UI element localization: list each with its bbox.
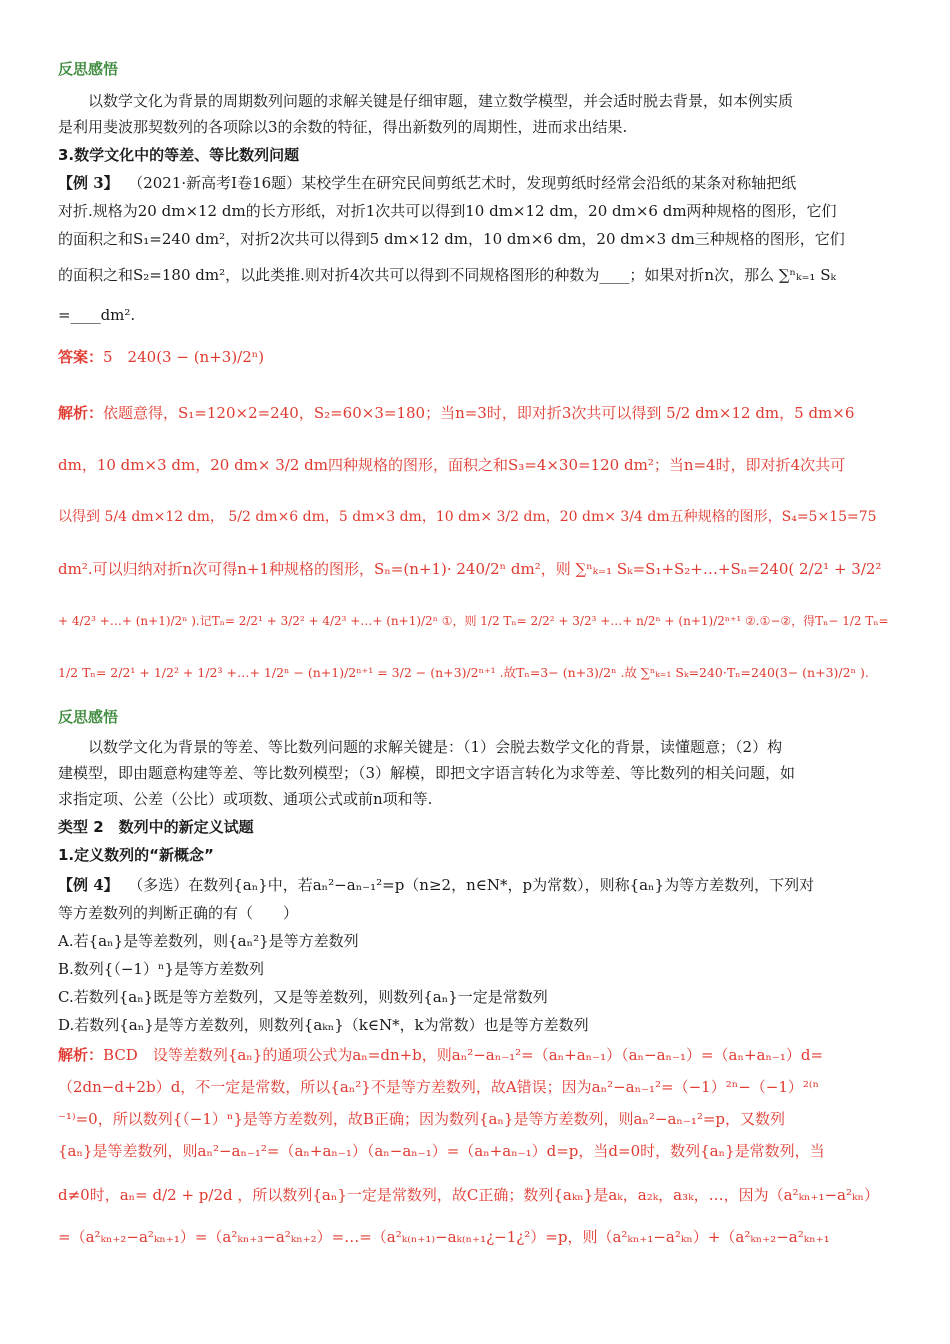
option-d: D.若数列{aₙ}是等方差数列，则数列{aₖₙ}（k∈N*，k为常数）也是等方差数列 [58,1016,589,1034]
reflection-title-2: 反思感悟 [58,708,119,726]
reflection-title-1: 反思感悟 [58,60,119,78]
answer-text: 5 240(3 − (n+3)/2ⁿ) [103,348,265,366]
example-3-line-3: 的面积之和S₁=240 dm²，对折2次共可以得到5 dm×12 dm，10 dm×6 dm，20 dm×3 dm三种规格的图形，它们 [58,230,845,248]
option-a: A.若{aₙ}是等差数列，则{aₙ²}是等方差数列 [58,932,359,950]
example-3-line-4: 的面积之和S₂=180 dm²，以此类推.则对折4次共可以得到不同规格图形的种数为____；如果对折n次，那么 ∑ⁿₖ₌₁ Sₖ [58,266,836,284]
example-3-source: （2021·新高考Ⅰ卷16题） [128,174,302,192]
solution-4-line-3: ⁻¹⁾=0，所以数列{（−1）ⁿ}是等方差数列，故B正确；因为数列{aₙ}是等方差数列，则aₙ²−aₙ₋₁²=p，又数列 [58,1110,786,1128]
example-3-line-1 [58,170,796,196]
option-b: B.数列{（−1）ⁿ}是等方差数列 [58,960,264,978]
solution-3-label: 解析： [58,404,104,422]
solution-3-line-6: 1/2 Tₙ= 2/2¹ + 1/2² + 1/2³ +…+ 1/2ⁿ − (n+1)/2ⁿ⁺¹ = 3/2 − (n+3)/2ⁿ⁺¹ .故Tₙ=3− (n+3)/2ⁿ .故 ∑ⁿₖ₌₁ Sₖ=240·Tₙ=240(3− (n+3)/2ⁿ ). [58,665,869,680]
solution-4-line-4: {aₙ}是等差数列，则aₙ²−aₙ₋₁²=（aₙ+aₙ₋₁）（aₙ−aₙ₋₁）=（aₙ+aₙ₋₁）d=p，当d=0时，数列{aₙ}是常数列，当 [58,1142,825,1160]
solution-4-line-2: （2dn−d+2b）d，不一定是常数，所以{aₙ²}不是等方差数列，故A错误；因为aₙ²−aₙ₋₁²=（−1）²ⁿ−（−1）²⁽ⁿ [58,1078,820,1096]
example-3-line-2: 对折.规格为20 dm×12 dm的长方形纸，对折1次共可以得到10 dm×12 dm，20 dm×6 dm两种规格的图形，它们 [58,202,837,220]
solution-3-line-1 [58,400,854,426]
reflection-2-line-2: 建模型，即由题意构建等差、等比数列模型；（3）解模，即把文字语言转化为求等差、等比数列的相关问题，如 [58,764,796,782]
answer-3 [58,344,264,370]
solution-3-line-4: dm².可以归纳对折n次可得n+1种规格的图形，Sₙ=(n+1)· 240/2ⁿ dm²，则 ∑ⁿₖ₌₁ Sₖ=S₁+S₂+…+Sₙ=240( 2/2¹ + 3/2² [58,560,882,578]
type-2-heading: 类型 2 数列中的新定义试题 [58,818,254,836]
solution-3-line-3: 以得到 5/4 dm×12 dm， 5/2 dm×6 dm，5 dm×3 dm，10 dm× 3/2 dm，20 dm× 3/4 dm五种规格的图形，S₄=5×15=75 [58,509,877,525]
solution-4-line-5: d≠0时，aₙ= d/2 + p/2d ，所以数列{aₙ}一定是常数列，故C正确；数列{aₖₙ}是aₖ，a₂ₖ，a₃ₖ，…，因为（a²ₖₙ₊₁−a²ₖₙ） [58,1186,879,1204]
example-4-line-2: 等方差数列的判断正确的有（ ） [58,904,299,922]
example-4-tag: 【例 4】 [58,876,119,894]
reflection-2-line-3: 求指定项、公差（公比）或项数、通项公式或前n项和等. [58,790,433,808]
solution-4-text-1: BCD 设等差数列{aₙ}的通项公式为aₙ=dn+b，则aₙ²−aₙ₋₁²=（aₙ+aₙ₋₁）（aₙ−aₙ₋₁）=（aₙ+aₙ₋₁）d= [103,1046,824,1064]
section-1-heading: 1.定义数列的“新概念” [58,846,214,864]
example-3-tag: 【例 3】 [58,174,119,192]
answer-label: 答案： [58,348,104,366]
reflection-1-line-2: 是利用斐波那契数列的各项除以3的余数的特征，得出新数列的周期性，进而求出结果. [58,118,628,136]
option-c: C.若数列{aₙ}既是等方差数列，又是等差数列，则数列{aₙ}一定是常数列 [58,988,548,1006]
reflection-1-line-1: 以数学文化为背景的周期数列问题的求解关键是仔细审题，建立数学模型，并会适时脱去背景，如本例实质 [88,92,794,110]
example-4-line-1 [58,872,814,898]
solution-4-line-1 [58,1042,823,1068]
example-3-text-1: 某校学生在研究民间剪纸艺术时，发现剪纸时经常会沿纸的某条对称轴把纸 [301,174,797,192]
example-4-text-1: （多选）在数列{aₙ}中，若aₙ²−aₙ₋₁²=p（n≥2，n∈N*，p为常数），则称{aₙ}为等方差数列，下列对 [128,876,815,894]
solution-4-label: 解析： [58,1046,104,1064]
solution-3-line-2: dm，10 dm×3 dm，20 dm× 3/2 dm四种规格的图形，面积之和S₃=4×30=120 dm²；当n=4时，即对折4次共可 [58,456,846,474]
reflection-2-line-1: 以数学文化为背景的等差、等比数列问题的求解关键是：（1）会脱去数学文化的背景，读懂题意；（2）构 [88,738,783,756]
solution-3-text-1: 依题意得，S₁=120×2=240，S₂=60×3=180；当n=3时，即对折3次共可以得到 5/2 dm×12 dm，5 dm×6 [103,404,855,422]
solution-4-line-6: =（a²ₖₙ₊₂−a²ₖₙ₊₁）=（a²ₖₙ₊₃−a²ₖₙ₊₂）=…=（a²ₖ₍ₙ₊₁₎−aₖ₍ₙ₊₁¿−1¿²）=p，则（a²ₖₙ₊₁−a²ₖₙ）+（a²ₖₙ₊₂−a²ₖₙ₊₁ [58,1228,830,1246]
example-3-line-5: =____dm². [58,306,136,324]
solution-3-line-5: + 4/2³ +…+ (n+1)/2ⁿ ).记Tₙ= 2/2¹ + 3/2² + 4/2³ +…+ (n+1)/2ⁿ ①，则 1/2 Tₙ= 2/2² + 3/2³ +…+ n/2ⁿ + (n+1)/2ⁿ⁺¹ ②.①−②，得Tₙ− 1/2 Tₙ= [58,614,889,628]
section-3-heading: 3.数学文化中的等差、等比数列问题 [58,146,300,164]
